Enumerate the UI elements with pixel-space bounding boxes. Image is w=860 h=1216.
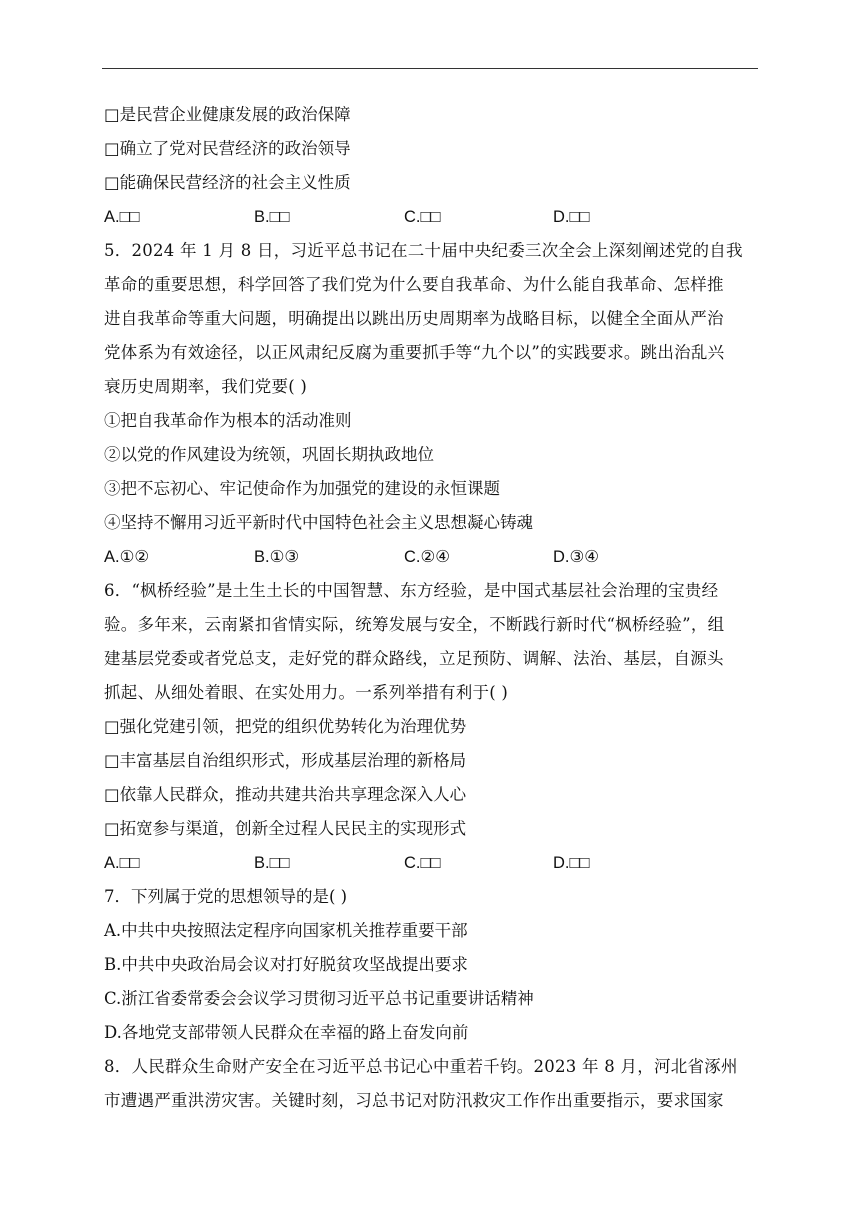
question-7-choices <box>104 914 764 1050</box>
question-4-options <box>104 200 764 234</box>
q6-item-4: □拓宽参与渠道，创新全过程人民民主的实现形式 <box>104 819 467 838</box>
q8-stem-line: 市遭遇严重洪涝灾害。关键时刻，习总书记对防汛救灾工作作出重要指示，要求国家 <box>104 1091 724 1110</box>
q5-stem-line: 进自我革命等重大问题，明确提出以跳出历史周期率为战略目标，以健全全面从严治 <box>104 309 724 328</box>
q5-item-1: ①把自我革命作为根本的活动准则 <box>104 411 352 430</box>
q4-option-d[interactable]: D.□□ <box>553 208 590 226</box>
q4-item-1: □是民营企业健康发展的政治保障 <box>104 105 351 124</box>
q4-option-b[interactable]: B.□□ <box>254 208 290 226</box>
q5-stem-line: 革命的重要思想，科学回答了我们党为什么要自我革命、为什么能自我革命、怎样推 <box>104 275 724 294</box>
q8-stem-line: 8．人民群众生命财产安全在习近平总书记心中重若千钧。2023 年 8 月，河北省涿州 <box>104 1057 738 1076</box>
q6-stem-line: 6．“枫桥经验”是土生土长的中国智慧、东方经验，是中国式基层社会治理的宝贵经 <box>104 581 719 600</box>
q7-choice-c[interactable]: C.浙江省委常委会会议学习贯彻习近平总书记重要讲话精神 <box>104 989 534 1008</box>
q5-stem-line: 衰历史周期率，我们党要( ) <box>104 377 308 396</box>
q6-item-1: □强化党建引领，把党的组织优势转化为治理优势 <box>104 717 467 736</box>
q5-option-c[interactable]: C.②④ <box>404 548 451 566</box>
q5-option-b[interactable]: B.①③ <box>254 548 300 566</box>
question-4-items <box>104 98 764 200</box>
q6-option-a[interactable]: A.□□ <box>104 854 140 872</box>
q5-stem-line: 党体系为有效途径，以正风肃纪反腐为重要抓手等“九个以”的实践要求。跳出治乱兴 <box>104 343 725 362</box>
q6-option-c[interactable]: C.□□ <box>404 854 441 872</box>
q5-option-a[interactable]: A.①② <box>104 548 150 566</box>
q6-stem-line: 验。多年来，云南紧扣省情实际，统筹发展与安全，不断践行新时代“枫桥经验”，组 <box>104 615 725 634</box>
header-rule <box>102 68 758 69</box>
question-6-options <box>104 846 764 880</box>
q5-item-3: ③把不忘初心、牢记使命作为加强党的建设的永恒课题 <box>104 479 500 498</box>
q7-choice-d[interactable]: D.各地党支部带领人民群众在幸福的路上奋发向前 <box>104 1023 469 1042</box>
q6-option-b[interactable]: B.□□ <box>254 854 290 872</box>
question-5-stem <box>104 234 764 404</box>
question-6-stem <box>104 574 764 710</box>
q6-item-2: □丰富基层自治组织形式，形成基层治理的新格局 <box>104 751 467 770</box>
q7-choice-a[interactable]: A.中共中央按照法定程序向国家机关推荐重要干部 <box>104 921 468 940</box>
q5-stem-line: 5．2024 年 1 月 8 日，习近平总书记在二十届中央纪委三次全会上深刻阐述党的自我 <box>104 241 743 260</box>
question-5-items <box>104 404 764 540</box>
question-5-options <box>104 540 764 574</box>
q4-option-c[interactable]: C.□□ <box>404 208 441 226</box>
exam-page-content <box>104 98 764 1118</box>
q4-item-3: □能确保民营经济的社会主义性质 <box>104 173 351 192</box>
question-8-stem <box>104 1050 764 1118</box>
q6-stem-line: 建基层党委或者党总支，走好党的群众路线，立足预防、调解、法治、基层，自源头 <box>104 649 724 668</box>
q6-option-d[interactable]: D.□□ <box>553 854 590 872</box>
q4-item-2: □确立了党对民营经济的政治领导 <box>104 139 351 158</box>
question-6-items <box>104 710 764 846</box>
q7-stem-line: 7．下列属于党的思想领导的是( ) <box>104 887 348 906</box>
q6-stem-line: 抓起、从细处着眼、在实处用力。一系列举措有利于( ) <box>104 683 509 702</box>
q5-item-2: ②以党的作风建设为统领，巩固长期执政地位 <box>104 445 434 464</box>
q5-item-4: ④坚持不懈用习近平新时代中国特色社会主义思想凝心铸魂 <box>104 513 533 532</box>
q6-item-3: □依靠人民群众，推动共建共治共享理念深入人心 <box>104 785 467 804</box>
q5-option-d[interactable]: D.③④ <box>553 548 600 566</box>
question-7-stem <box>104 880 764 914</box>
q7-choice-b[interactable]: B.中共中央政治局会议对打好脱贫攻坚战提出要求 <box>104 955 468 974</box>
q4-option-a[interactable]: A.□□ <box>104 208 140 226</box>
